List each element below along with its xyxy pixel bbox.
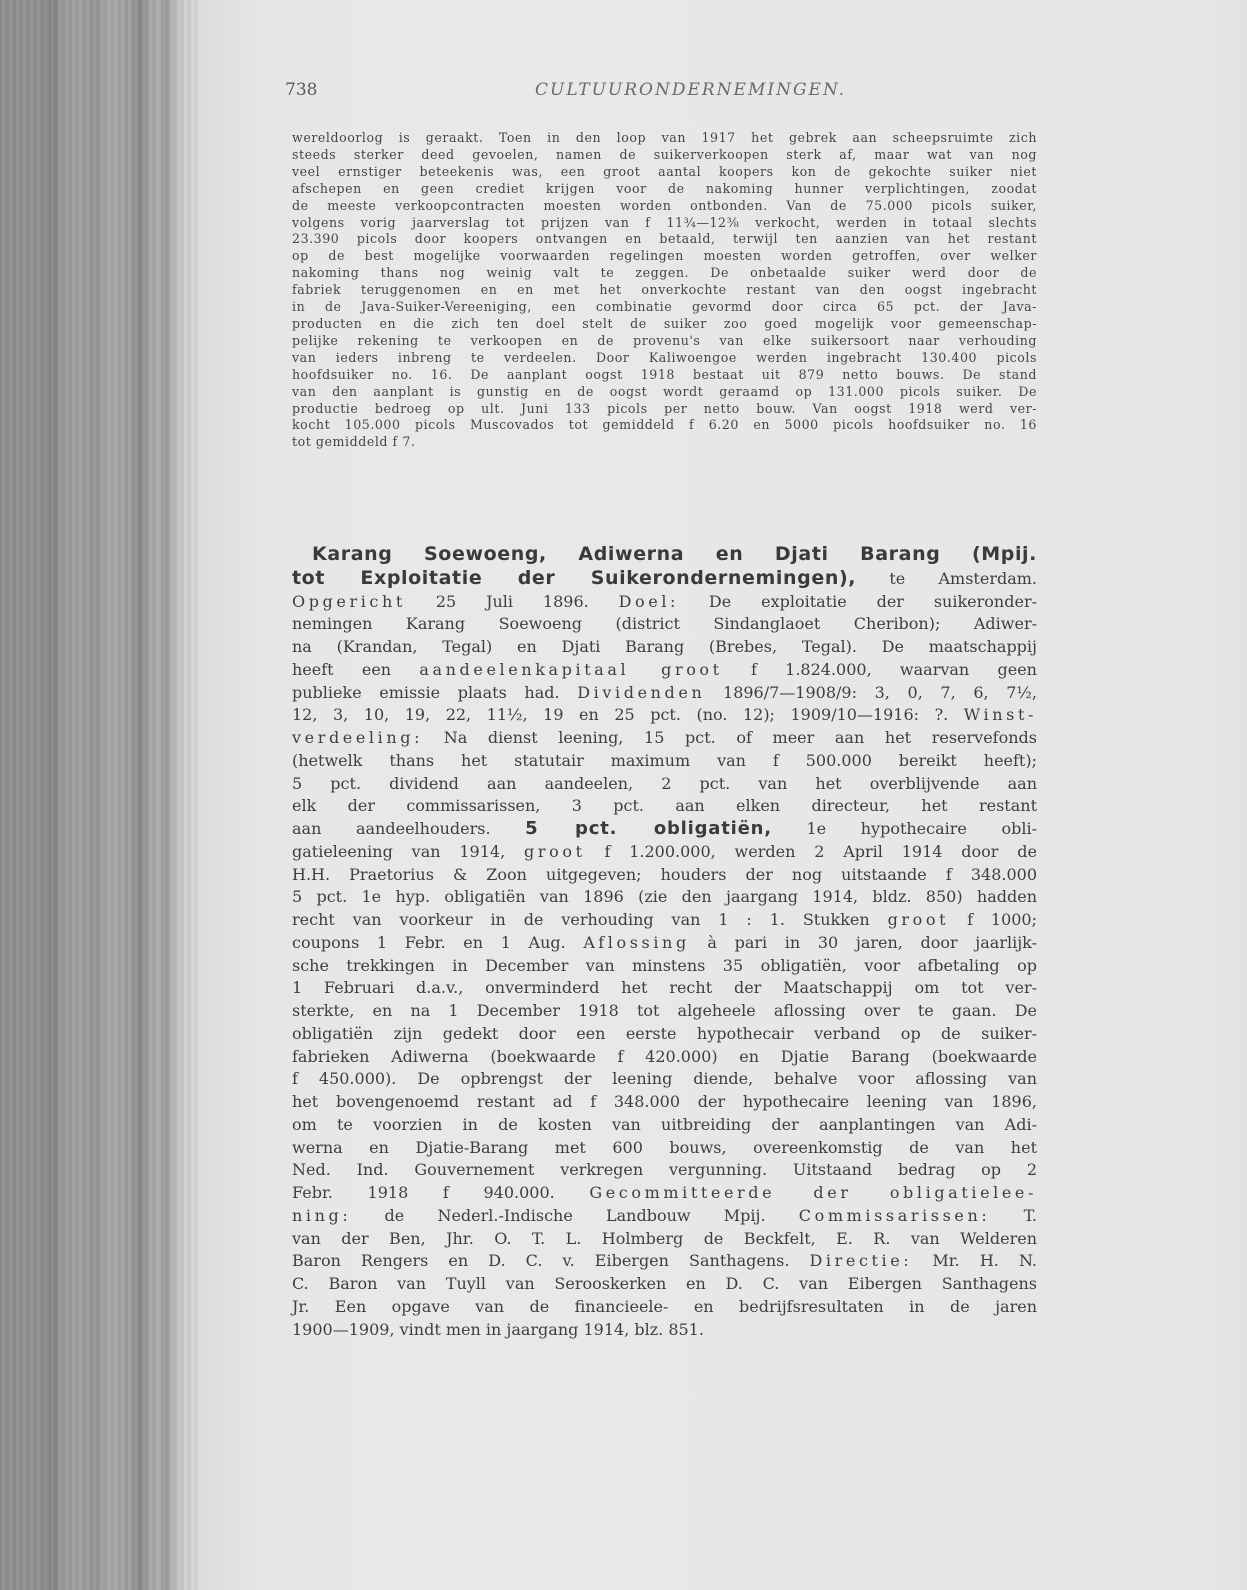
text-line: in de Java-Suiker-Vereeniging, een combinatie gevormd door circa 65 pct. der Java- xyxy=(292,299,1037,315)
text-line xyxy=(292,932,1037,955)
text-line: het bovengenoemd restant ad f 348.000 der hypothecaire leening van 1896, xyxy=(292,1092,1037,1111)
text-line: obligatiën zijn gedekt door een eerste hypothecair verband op de suiker- xyxy=(292,1023,1037,1043)
text-line: volgens vorig jaarverslag tot prijzen van f 11¾—12⅜ verkocht, werden in totaal slechts xyxy=(292,214,1037,230)
text-span: recht van voorkeur in de verhouding van 1 : 1. Stukken xyxy=(292,910,888,929)
label-dividenden: Dividenden xyxy=(577,682,706,702)
purpose-text: De exploitatie der suikeronder- xyxy=(679,591,1037,611)
text-line: elk der commissarissen, 3 pct. aan elken directeur, het restant xyxy=(292,796,1037,816)
text-span: f 1.200.000, werden 2 April 1914 door de xyxy=(585,841,1037,861)
text-span: de Nederl.-Indische Landbouw Mpij. xyxy=(351,1205,799,1225)
text-line xyxy=(292,1205,1037,1228)
label-commissarissen: Commissarissen: xyxy=(798,1205,991,1225)
text-span: Na dienst leening, 15 pct. of meer aan het reservefonds xyxy=(423,728,1037,747)
book-binding-edge xyxy=(0,0,200,1590)
text-line: 1 Februari d.a.v., onverminderd het recht der Maatschappij om tot ver- xyxy=(292,978,1037,998)
text-line: C. Baron van Tuyll van Serooskerken en D. C. van Eibergen Santhagens xyxy=(292,1274,1037,1293)
text-line: van der Ben, Jhr. O. T. L. Holmberg de Beckfelt, E. R. van Welderen xyxy=(292,1228,1037,1248)
text-line xyxy=(292,841,1037,864)
text-line xyxy=(292,591,1037,614)
text-line: van ieders inbreng te verdeelen. Door Kaliwoengoe werden ingebracht 130.400 picols xyxy=(292,349,1037,365)
company-location: te Amsterdam. xyxy=(856,568,1038,588)
label-aflossing: Aflossing xyxy=(583,932,690,952)
dividend-values: 1896/7—1908/9: 3, 0, 7, 6, 7½, xyxy=(705,682,1038,702)
bonds-heading: 5 pct. obligatiën, xyxy=(525,818,772,839)
text-line xyxy=(292,818,1037,841)
text-line: fabrieken Adiwerna (boekwaarde f 420.000) en Djatie Barang (boekwaarde xyxy=(292,1046,1037,1066)
text-line: na (Krandan, Tegal) en Djati Barang (Brebes, Tegal). De maatschappij xyxy=(292,637,1037,656)
label-doel: Doel: xyxy=(618,591,680,611)
text-span: Febr. 1918 f 940.000. xyxy=(292,1183,590,1202)
label-aandeelenkapitaal: aandeelenkapitaal groot xyxy=(419,659,723,679)
text-line: op de best mogelijke voorwaarden regelingen moesten worden getroffen, over welker xyxy=(292,248,1037,264)
capital-amount: f 1.824.000, waarvan geen xyxy=(722,659,1037,679)
text-line: fabriek teruggenomen en en met het onverkochte restant van den oogst ingebracht xyxy=(292,282,1037,298)
text-span: f 1000; xyxy=(949,910,1038,929)
text-span: publieke emissie plaats had. xyxy=(292,682,578,702)
text-line: sterkte, en na 1 December 1918 tot algeheele aflossing over te gaan. De xyxy=(292,1001,1037,1020)
label-directie: Directie: xyxy=(809,1251,913,1271)
text-line: tot gemiddeld f 7. xyxy=(292,434,416,450)
text-line: veel ernstiger beteekenis was, een groot aantal koopers kon de gekochte suiker niet xyxy=(292,163,1037,179)
company-entry xyxy=(292,543,1037,1341)
page-number: 738 xyxy=(285,80,318,100)
company-name-heading-cont: tot Exploitatie der Suikerondernemingen), xyxy=(292,566,857,589)
text-line xyxy=(292,1250,1037,1273)
text-span: Mr. H. N. xyxy=(912,1251,1038,1271)
entry-heading-line xyxy=(292,567,1037,591)
text-line: van den aanplant is gunstig en de oogst wordt geraamd op 131.000 picols suiker. De xyxy=(292,383,1037,399)
text-line: pelijke rekening te verkoopen en de provenu's van elke suikersoort naar verhouding xyxy=(292,332,1037,348)
text-span: à pari in 30 jaren, door jaarlijk- xyxy=(689,932,1037,952)
text-line: nemingen Karang Soewoeng (district Sindanglaoet Cheribon); Adiwer- xyxy=(292,614,1037,634)
label-winstverdeeling: Winst- xyxy=(963,705,1037,725)
running-head xyxy=(285,80,1025,104)
text-line: H.H. Praetorius & Zoon uitgegeven; houders der nog uitstaande f 348.000 xyxy=(292,864,1037,884)
text-span: gatieleening van 1914, xyxy=(292,841,525,861)
entry-heading-line xyxy=(292,543,1037,567)
text-line: 23.390 picols door koopers ontvangen en betaald, terwijl ten aanzien van het restant xyxy=(292,231,1037,247)
company-name-heading: Karang Soewoeng, Adiwerna en Djati Barang (Mpij. xyxy=(312,543,1037,565)
text-line: 1900—1909, vindt men in jaargang 1914, blz. 851. xyxy=(292,1319,704,1339)
text-line: f 450.000). De opbrengst der leening diende, behalve voor aflossing van xyxy=(292,1069,1037,1089)
label-groot: groot xyxy=(887,910,950,929)
text-line: om te voorzien in de kosten van uitbreiding der aanplantingen van Adi- xyxy=(292,1114,1037,1134)
text-line: Jr. Een opgave van de financieele- en bedrijfsresultaten in de jaren xyxy=(292,1296,1037,1316)
text-line: de meeste verkoopcontracten moesten worden ontbonden. Van de 75.000 picols suiker, xyxy=(292,197,1037,213)
text-line: 5 pct. dividend aan aandeelen, 2 pct. van het overblijvende aan xyxy=(292,773,1037,793)
running-title: CULTUURONDERNEMINGEN. xyxy=(535,80,847,100)
text-line: sche trekkingen in December van minstens 35 obligatiën, voor afbetaling op xyxy=(292,955,1037,975)
text-line: nakoming thans nog weinig valt te zeggen. De onbetaalde suiker werd door de xyxy=(292,265,1037,281)
text-span: 1e hypothecaire obli- xyxy=(771,819,1037,838)
text-line xyxy=(292,909,1037,932)
text-line xyxy=(292,659,1037,682)
continuation-paragraph xyxy=(292,130,1037,451)
text-span: aan aandeelhouders. xyxy=(292,819,526,838)
text-span: coupons 1 Febr. en 1 Aug. xyxy=(292,932,584,952)
text-line: 5 pct. 1e hyp. obligatiën van 1896 (zie den jaargang 1914, bldz. 850) hadden xyxy=(292,887,1037,907)
text-line xyxy=(292,727,1037,750)
text-line xyxy=(292,1182,1037,1205)
text-line: Ned. Ind. Gouvernement verkregen vergunning. Uitstaand bedrag op 2 xyxy=(292,1160,1037,1180)
text-line: wereldoorlog is geraakt. Toen in den loop van 1917 het gebrek aan scheepsruimte zich xyxy=(292,130,1037,145)
text-line: hoofdsuiker no. 16. De aanplant oogst 1918 bestaat uit 879 netto bouws. De stand xyxy=(292,366,1037,382)
label-opgericht: Opgericht xyxy=(292,591,406,611)
label-gecommitteerde: Gecommitteerde der obligatielee- xyxy=(589,1183,1037,1202)
dividend-values-cont: 12, 3, 10, 19, 22, 11½, 19 en 25 pct. (no. 12); 1909/10—1916: ?. xyxy=(292,705,964,725)
text-line: productie bedroeg op ult. Juni 133 picols per netto bouw. Van oogst 1918 werd ver- xyxy=(292,400,1037,416)
text-span: T. xyxy=(990,1205,1037,1225)
label-groot: groot xyxy=(524,841,586,861)
text-line xyxy=(292,682,1037,705)
label-gecommitteerde-cont: ning: xyxy=(292,1205,352,1225)
book-page xyxy=(200,0,1247,1590)
text-span: heeft een xyxy=(292,659,420,679)
text-line xyxy=(292,704,1037,727)
text-span: Baron Rengers en D. C. v. Eibergen Santhagens. xyxy=(292,1251,810,1271)
label-winstverdeeling-cont: verdeeling: xyxy=(292,728,424,747)
founded-date: 25 Juli 1896. xyxy=(405,591,619,611)
text-line: (hetwelk thans het statutair maximum van f 500.000 bereikt heeft); xyxy=(292,750,1037,770)
text-line: werna en Djatie-Barang met 600 bouws, overeenkomstig de van het xyxy=(292,1137,1037,1157)
text-line: steeds sterker deed gevoelen, namen de suikerverkoopen sterk af, maar wat van nog xyxy=(292,146,1037,162)
text-line: producten en die zich ten doel stelt de suiker zoo goed mogelijk voor gemeenschap- xyxy=(292,315,1037,331)
text-line: kocht 105.000 picols Muscovados tot gemiddeld f 6.20 en 5000 picols hoofdsuiker no. 16 xyxy=(292,417,1037,433)
text-line: afschepen en geen crediet krijgen voor de nakoming hunner verplichtingen, zoodat xyxy=(292,180,1037,196)
